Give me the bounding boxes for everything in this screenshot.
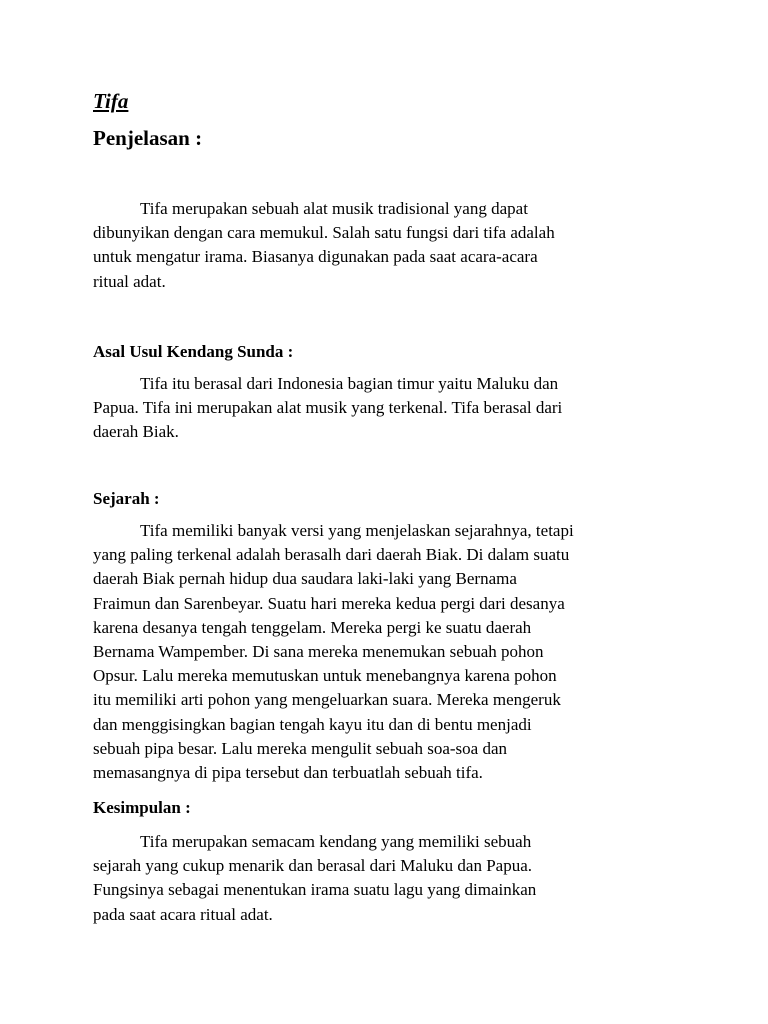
sejarah-heading: Sejarah : [93, 489, 160, 508]
paragraph-line: Papua. Tifa ini merupakan alat musik yang terkenal. Tifa berasal dari [93, 398, 563, 418]
paragraph-line: Fungsinya sebagai menentukan irama suatu lagu yang dimainkan [93, 880, 537, 900]
intro-paragraph [93, 197, 673, 294]
paragraph-line: memasangnya di pipa tersebut dan terbuatlah sebuah tifa. [93, 763, 483, 783]
paragraph-line: Tifa itu berasal dari Indonesia bagian timur yaitu Maluku dan [140, 374, 559, 393]
asal-usul-paragraph [93, 372, 673, 445]
paragraph-line: pada saat acara ritual adat. [93, 904, 273, 924]
asal-usul-heading: Asal Usul Kendang Sunda : [93, 342, 294, 361]
sejarah-paragraph [93, 519, 673, 785]
paragraph-line: untuk mengatur irama. Biasanya digunakan pada saat acara-acara [93, 247, 538, 267]
paragraph-line: Tifa merupakan semacam kendang yang memiliki sebuah [140, 832, 532, 851]
paragraph-line: dan menggisingkan bagian tengah kayu itu dan di bentu menjadi [93, 714, 532, 734]
paragraph-line: karena desanya tengah tenggelam. Mereka pergi ke suatu daerah [93, 617, 532, 637]
paragraph-line: itu memiliki arti pohon yang mengeluarkan suara. Mereka mengeruk [93, 690, 561, 710]
kesimpulan-paragraph [93, 830, 673, 927]
kesimpulan-heading: Kesimpulan : [93, 798, 191, 817]
document-subtitle: Penjelasan : [93, 126, 203, 150]
paragraph-line: sebuah pipa besar. Lalu mereka mengulit sebuah soa-soa dan [93, 738, 508, 758]
paragraph-line: ritual adat. [93, 271, 166, 291]
paragraph-line: yang paling terkenal adalah berasalh dari daerah Biak. Di dalam suatu [93, 545, 570, 565]
paragraph-line: Bernama Wampember. Di sana mereka menemukan sebuah pohon [93, 642, 544, 662]
document-title: Tifa [93, 89, 129, 113]
paragraph-line: daerah Biak. [93, 422, 179, 442]
paragraph-line: daerah Biak pernah hidup dua saudara laki-laki yang Bernama [93, 569, 517, 589]
paragraph-line: dibunyikan dengan cara memukul. Salah satu fungsi dari tifa adalah [93, 223, 555, 243]
paragraph-line: sejarah yang cukup menarik dan berasal dari Maluku dan Papua. [93, 856, 533, 876]
paragraph-line: Tifa memiliki banyak versi yang menjelaskan sejarahnya, tetapi [140, 521, 574, 540]
paragraph-line: Opsur. Lalu mereka memutuskan untuk menebangnya karena pohon [93, 666, 557, 686]
paragraph-line: Fraimun dan Sarenbeyar. Suatu hari mereka kedua pergi dari desanya [93, 593, 565, 613]
paragraph-line: Tifa merupakan sebuah alat musik tradisional yang dapat [140, 199, 528, 218]
